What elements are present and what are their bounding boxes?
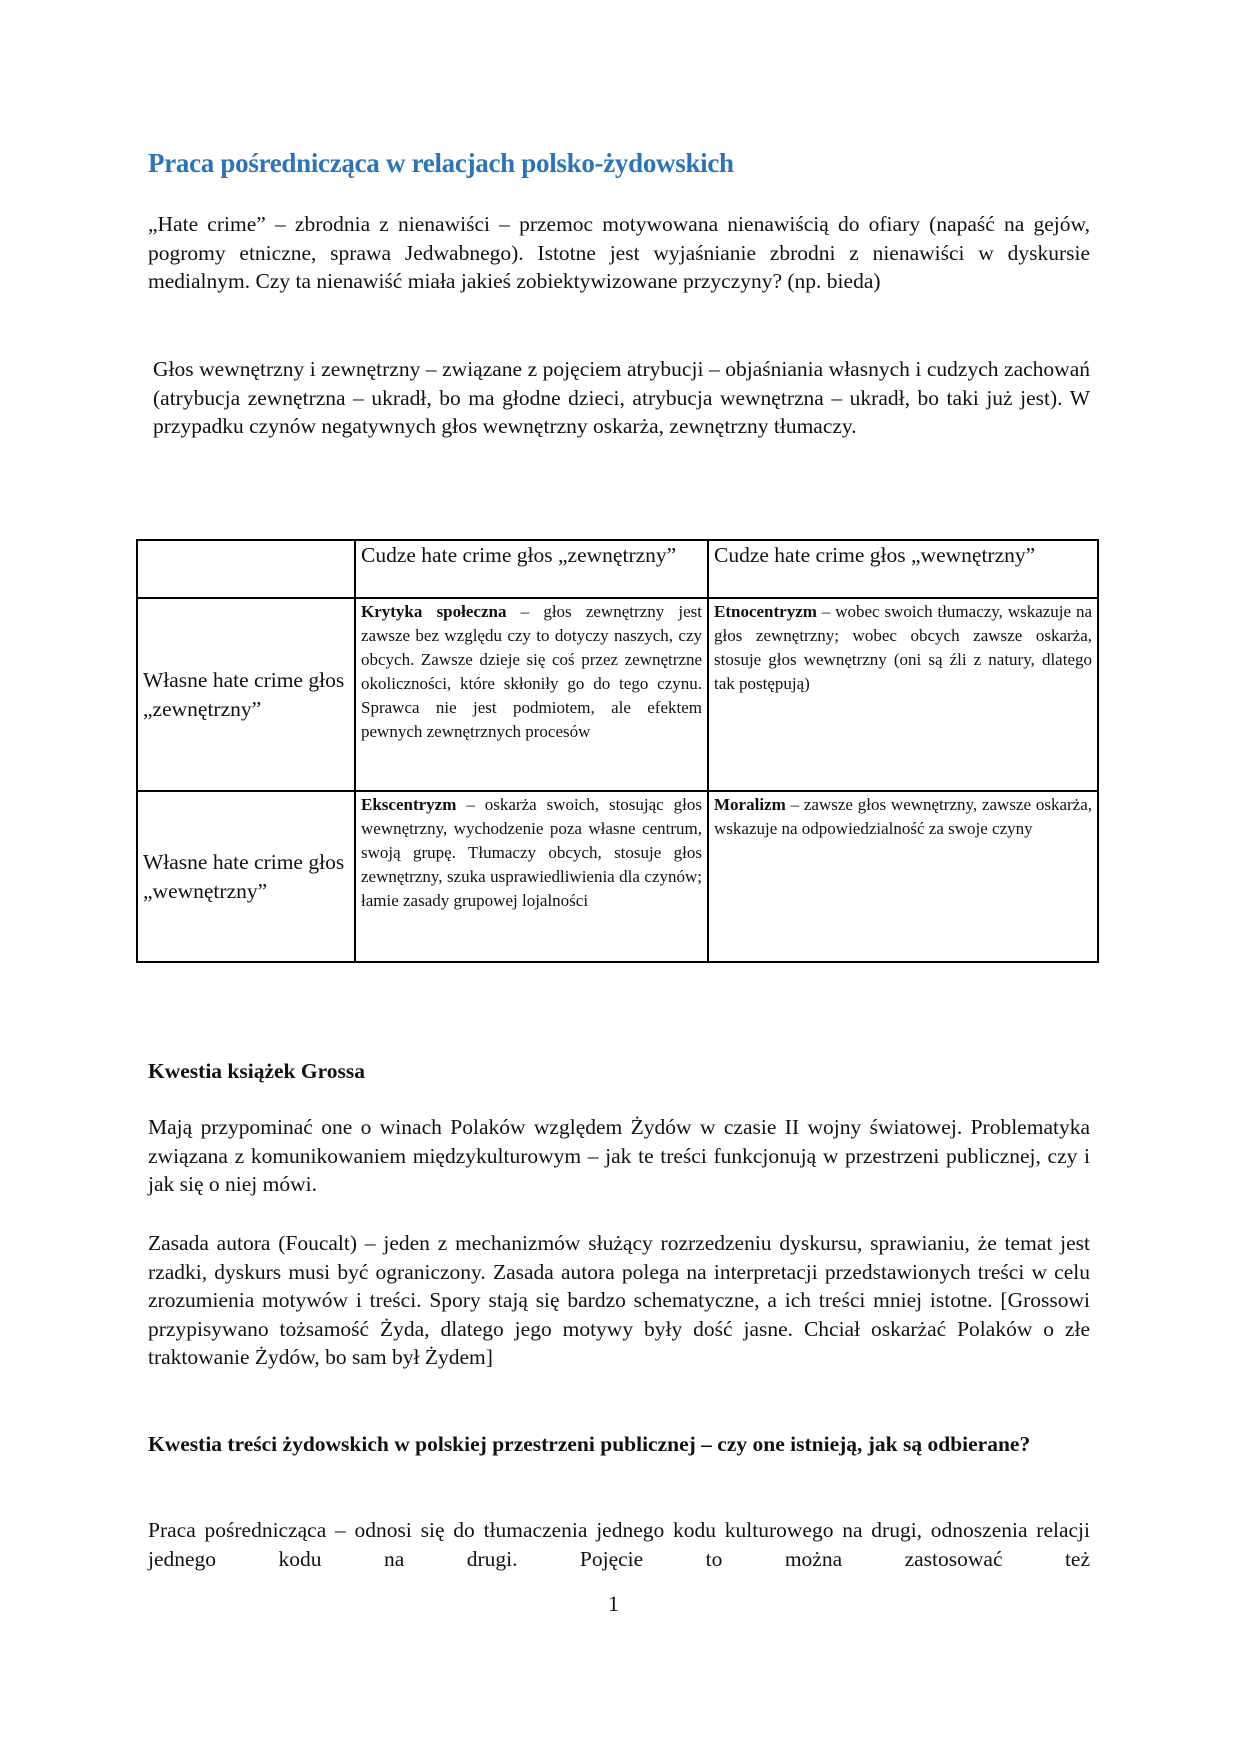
table-row [137,598,1098,791]
table-row [137,791,1098,962]
section-heading-tresci: Kwestia treści żydowskich w polskiej przestrzeni publicznej – czy one istnieją, jak są odbierane? [148,1432,1031,1456]
table-header-cell-empty [137,540,355,598]
document-title: Praca pośrednicząca w relacjach polsko-żydowskich [148,148,734,178]
cell-text: – zawsze głos wewnętrzny, zawsze oskarża, wskazuje na odpowiedzialność za swoje czyny [714,795,1092,838]
cell-term: Krytyka społeczna [361,602,507,621]
cell-term: Moralizm [714,795,786,814]
cell-text: – wobec swoich tłumaczy, wskazuje na głos zewnętrzny; wobec obcych zawsze oskarża, stosuje głos wewnętrzny (oni są źli z natury, dlatego tak postępują) [714,602,1092,693]
hate-crime-table [136,539,1099,963]
table-cell [708,791,1098,962]
paragraph-gross-1: Mają przypominać one o winach Polaków względem Żydów w czasie II wojny światowej. Problematyka związana z komunikowaniem międzykulturowym – jak te treści funkcjonują w przestrzeni publicznej, czy i jak się o niej mówi. [148,1115,1090,1196]
cell-text: – głos zewnętrzny jest zawsze bez względu czy to dotyczy naszych, czy obcych. Zawsze dzieje się coś przez zewnętrzne okoliczności, które skłoniły go do tego czynu. Sprawca nie jest podmiotem, ale efektem pewnych zewnętrznych procesów [361,602,702,741]
page-number: 1 [608,1591,619,1616]
table-header-cell: Cudze hate crime głos „zewnętrzny” [355,540,708,598]
paragraph-tresci-1: Praca pośrednicząca – odnosi się do tłumaczenia jednego kodu kulturowego na drugi, odnoszenia relacji jednego kodu na drugi. Pojęcie to można zastosować też [148,1518,1090,1571]
cell-term: Etnocentryzm [714,602,817,621]
paragraph-gross-2: Zasada autora (Foucalt) – jeden z mechanizmów służący rozrzedzeniu dyskursu, sprawianiu, że temat jest rzadki, dyskurs musi być ograniczony. Zasada autora polega na interpretacji przedstawionych treści w celu zrozumienia motywów i treści. Spory stają się bardzo schematyczne, a ich treści mniej istotne. [Grossowi przypisywano tożsamość Żyda, dlatego jego motywy były dość jasne. Chciał oskarżać Polaków o złe traktowanie Żydów, bo sam był Żydem] [148,1231,1090,1369]
cell-text: – oskarża swoich, stosując głos wewnętrzny, wychodzenie poza własne centrum, swoją grupę. Tłumaczy obcych, stosuje głos zewnętrzny, szuka usprawiedliwienia dla czynów; łamie zasady grupowej lojalności [361,795,702,910]
paragraph-glos: Głos wewnętrzny i zewnętrzny – związane z pojęciem atrybucji – objaśniania własnych i cudzych zachowań (atrybucja zewnętrzna – ukradł, bo ma głodne dzieci, atrybucja wewnętrzna – ukradł, bo taki już jest). W przypadku czynów negatywnych głos wewnętrzny oskarża, zewnętrzny tłumaczy. [153,357,1090,438]
table-row-label: Własne hate crime głos „wewnętrzny” [137,791,355,962]
cell-term: Ekscentryzm [361,795,457,814]
table-cell [355,791,708,962]
table-header-row [137,540,1098,598]
table-cell [355,598,708,791]
table-cell [708,598,1098,791]
paragraph-hate-crime: „Hate crime” – zbrodnia z nienawiści – przemoc motywowana nienawiścią do ofiary (napaść na gejów, pogromy etniczne, sprawa Jedwabnego). Istotne jest wyjaśnianie zbrodni z nienawiści w dyskursie medialnym. Czy ta nienawiść miała jakieś zobiektywizowane przyczyny? (np. bieda) [148,212,1090,293]
table-header-cell: Cudze hate crime głos „wewnętrzny” [708,540,1098,598]
section-heading-gross: Kwestia książek Grossa [148,1059,365,1083]
table-row-label: Własne hate crime głos „zewnętrzny” [137,598,355,791]
